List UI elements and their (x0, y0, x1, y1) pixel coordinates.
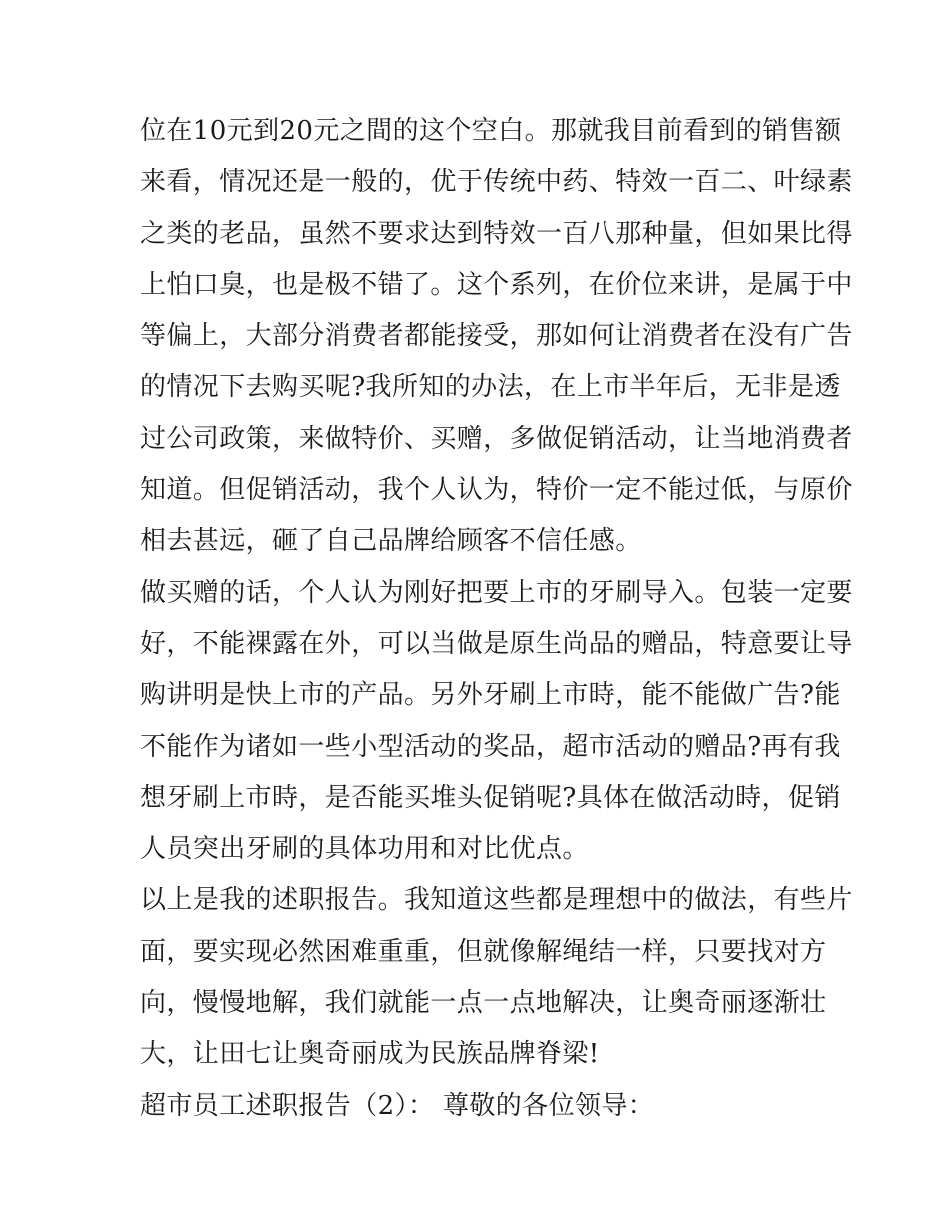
text-line: 来看，情况还是一般的，优于传统中药、特效一百二、叶绿素 (140, 167, 853, 198)
text-line: 人员突出牙刷的具体功用和对比优点。 (140, 834, 589, 865)
text-line: 上怕口臭，也是极不错了。这个系列，在价位来讲，是属于中 (140, 269, 853, 300)
text-line: 向，慢慢地解，我们就能一点一点地解决，让奥奇丽逐渐壮 (140, 988, 827, 1019)
text-line: 的情况下去购买呢?我所知的办法，在上市半年后，无非是透 (140, 372, 841, 403)
text-line: 不能作为诸如一些小型活动的奖品，超市活动的赠品?再有我 (140, 731, 841, 762)
document-body (140, 106, 853, 1132)
text-line: 面，要实现必然困难重重，但就像解绳结一样，只要找对方 (140, 936, 827, 967)
text-line: 知道。但促销活动，我个人认为，特价一定不能过低，与原价 (140, 475, 853, 506)
text-line: 过公司政策，来做特价、买赠，多做促销活动，让当地消费者 (140, 423, 853, 454)
text-line: 位在10元到20元之間的这个空白。那就我目前看到的销售额 (140, 116, 842, 146)
section-heading: 超市员工述职报告（2）： 尊敬的各位领导： (140, 1090, 655, 1121)
text-line: 等偏上，大部分消费者都能接受，那如何让消费者在没有广告 (140, 321, 853, 352)
text-line: 之类的老品，虽然不要求达到特效一百八那种量，但如果比得 (140, 218, 853, 249)
text-line: 相去甚远，砸了自己品牌给顾客不信任感。 (140, 526, 642, 557)
text-line: 做买赠的话，个人认为刚好把要上市的牙刷导入。包装一定要 (140, 577, 853, 608)
text-line: 购讲明是快上市的产品。另外牙刷上市時，能不能做广告?能 (140, 680, 841, 711)
text-line: 大，让田七让奥奇丽成为民族品牌脊梁! (140, 1039, 600, 1070)
text-line: 好，不能裸露在外，可以当做是原生尚品的赠品，特意要让导 (140, 628, 853, 659)
text-line: 以上是我的述职报告。我知道这些都是理想中的做法，有些片 (140, 885, 853, 916)
text-line: 想牙刷上市時，是否能买堆头促销呢?具体在做活动時，促销 (140, 782, 841, 813)
